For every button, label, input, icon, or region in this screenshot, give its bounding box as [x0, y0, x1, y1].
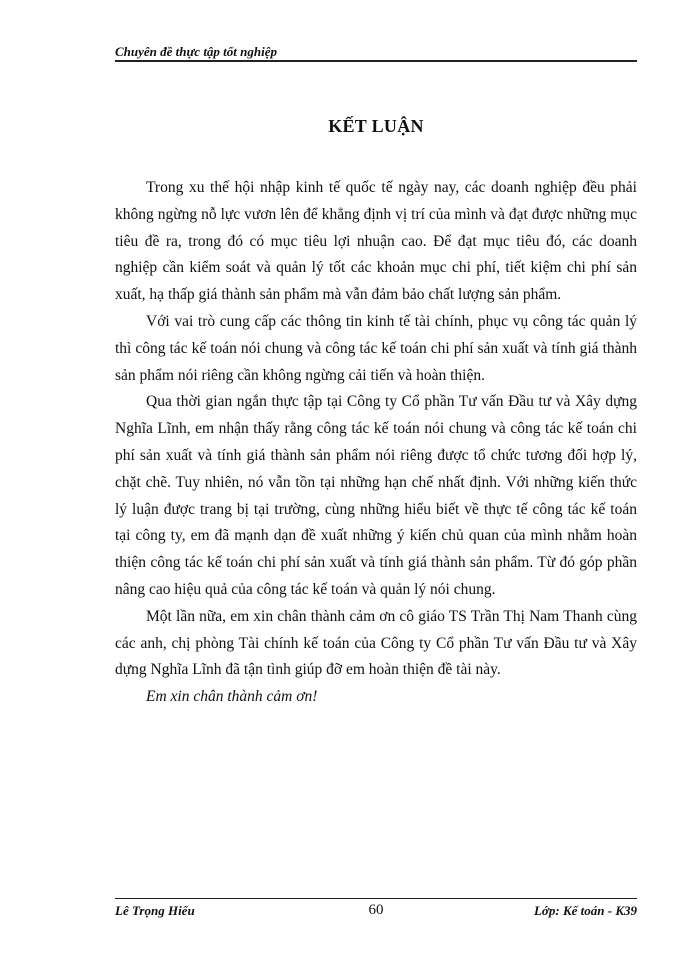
footer-author: Lê Trọng Hiếu [115, 903, 195, 918]
paragraph-4: Một lần nữa, em xin chân thành cảm ơn cô giáo TS Trần Thị Nam Thanh cùng các anh, chị phòng Tài chính kế toán của Công ty Cổ phần Tư vấn Đầu tư và Xây dựng Nghĩa Lĩnh đã tận tình giúp đỡ em hoàn thiện đề tài này. [115, 607, 637, 679]
header-title: Chuyên đề thực tập tốt nghiệp [115, 44, 277, 59]
page-footer [115, 898, 637, 929]
paragraph-2: Với vai trò cung cấp các thông tin kinh tế tài chính, phục vụ công tác quản lý thì công tác kế toán nói chung và công tác kế toán chi phí sản xuất và tính giá thành sản phẩm nói riêng cần không ngừng cải tiến và hoàn thiện. [115, 312, 637, 384]
paragraph-1: Trong xu thế hội nhập kinh tế quốc tế ngày nay, các doanh nghiệp đều phải không ngừng nỗ lực vươn lên để khẳng định vị trí của mình và đạt được những mục tiêu đề ra, trong đó có mục tiêu lợi nhuận cao. Để đạt mục tiêu đó, các doanh nghiệp cần kiểm soát và quản lý tốt các khoản mục chi phí, tiết kiệm chi phí sản xuất, hạ thấp giá thành sản phẩm mà vẫn đảm bảo chất lượng sản phẩm. [115, 179, 637, 304]
body-text [115, 175, 637, 711]
page-title: KẾT LUẬN [328, 116, 424, 136]
closing-line: Em xin chân thành cảm ơn! [146, 688, 318, 706]
paragraph-3: Qua thời gian ngắn thực tập tại Công ty Cổ phần Tư vấn Đầu tư và Xây dựng Nghĩa Lĩnh, em nhận thấy rằng công tác kế toán nói chung và công tác kế toán chi phí sản xuất và tính giá thành sản phẩm nói riêng được tổ chức tương đối hợp lý, chặt chẽ. Tuy nhiên, nó vẫn tồn tại những hạn chế nhất định. Với những kiến thức lý luận được trang bị tại trường, cùng những hiểu biết về thực tế công tác kế toán tại công ty, em đã mạnh dạn đề xuất những ý kiến chủ quan của mình nhằm hoàn thiện công tác kế toán chi phí sản xuất và tính giá thành sản phẩm. Từ đó góp phần nâng cao hiệu quả của công tác kế toán và quản lý nói chung. [115, 393, 637, 598]
page-number: 60 [368, 902, 384, 918]
footer-class-label: Lớp: Kế toán - K39 [533, 903, 637, 918]
page-header [115, 44, 637, 62]
